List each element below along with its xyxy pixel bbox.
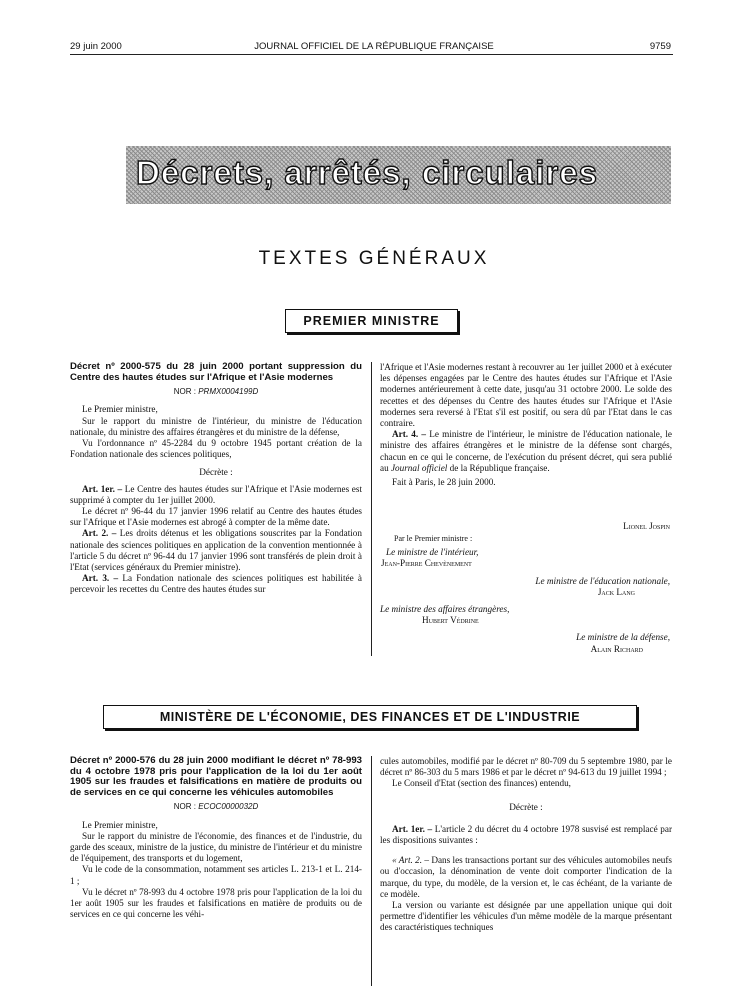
decree1-left-column (70, 362, 362, 596)
ministry-heading-premier-ministre: PREMIER MINISTRE (285, 309, 458, 333)
decree1-article-3-continued: l'Afrique et l'Asie modernes restant à recouvrer au 1er juillet 2000 et à exécuter les dépenses engagées par le Centre des hautes études sur l'Afrique et l'Asie modernes antérieurement à cette date, jusqu'au 31 octobre 2000. Le solde des recettes et des dépenses du Centre des hautes études sur l'Afrique et l'Asie modernes sera reversé à l'Etat s'il est positif, ou sera dû par l'Etat dans le cas contraire. (380, 362, 672, 429)
decree1-nor-code: PRMX0004199D (198, 387, 259, 397)
decree2-nor: NOR : ECOC0000032D (173, 802, 259, 812)
par-le-premier-ministre: Par le Premier ministre : (394, 534, 473, 543)
signature-defense-role: Le ministre de la défense, (576, 632, 670, 642)
signature-interieur-role: Le ministre de l'intérieur, (386, 547, 479, 557)
decree2-preamble-vu-code: Vu le code de la consommation, notamment ses articles L. 213-1 et L. 214-1 ; (70, 864, 362, 886)
signature-affaires-etrangeres-role: Le ministre des affaires étrangères, (380, 604, 510, 614)
signature-education-name: Jack Lang (597, 587, 635, 597)
signature-education-role: Le ministre de l'éducation nationale, (535, 576, 670, 586)
signature-affaires-etrangeres-name: Hubert Védrine (422, 615, 479, 625)
decree1-article-4: Art. 4. – Le ministre de l'intérieur, le ministre de l'éducation nationale, le ministre des affaires étrangères et le ministre de la défense sont chargés, chacun en ce qui le concerne, de l'exécution du présent décret, qui sera publié au Journal officiel de la République française. (380, 429, 672, 473)
decree2-right-column (380, 756, 672, 934)
decree2-title: Décret nº 2000-576 du 28 juin 2000 modifiant le décret nº 78-993 du 4 octobre 1978 pris pour l'application de la loi du 1er août 1905 sur les fraudes et falsifications en matière de produits ou de services en ce qui concerne les véhicules automobiles (70, 755, 362, 798)
decree1-article-1-abrogation: Le décret nº 96-44 du 17 janvier 1996 relatif au Centre des hautes études sur l'Afrique et l'Asie modernes est abrogé à compter de la même date. (70, 506, 362, 528)
decree1-article-2: Art. 2. – Les droits détenus et les obligations souscrites par la Fondation nationale des sciences politiques en application de la convention mentionnée à l'article 5 du décret nº 96-44 du 17 janvier 1996 sont transférés de plein droit à l'Etat (services généraux du Premier ministre). (70, 528, 362, 573)
column-divider (371, 362, 372, 656)
section-banner (126, 146, 671, 204)
decree2-decrete: Décrète : (509, 801, 543, 812)
decree2-article-2-version: La version ou variante est désignée par une appellation unique qui doit permettre d'identifier les véhicules d'un même modèle de la marque présentant des caractéristiques techniques (380, 900, 672, 933)
section-title: TEXTES GÉNÉRAUX (258, 248, 490, 269)
decree2-left-column (70, 756, 362, 920)
decree2-article-2-quoted: « Art. 2. – Dans les transactions portant sur des véhicules automobiles neufs ou d'occasion, la dénomination de vente doit comporter l'indication de la marque, du type, du modèle, de la version et, le cas échéant, de la variante de ce modèle. (380, 855, 672, 899)
header-page-number: 9759 (649, 41, 671, 52)
decree2-preamble-vu-decret: Vu le décret nº 78-993 du 4 octobre 1978 pris pour l'application de la loi du 1er août 1905 sur les fraudes et falsifications en matière de produits ou de services en ce qui concerne les véhi- (70, 886, 362, 920)
decree2-article-1: Art. 1er. – L'article 2 du décret du 4 octobre 1978 susvisé est remplacé par les dispositions suivantes : (380, 823, 673, 846)
signature-defense-name: Alain Richard (590, 644, 643, 654)
decree2-nor-code: ECOC0000032D (198, 802, 259, 812)
banner-title: Décrets, arrêtés, circulaires (136, 154, 598, 191)
decree1-right-column (380, 362, 672, 488)
decree2-preamble-continued: cules automobiles, modifié par le décret nº 80-709 du 5 septembre 1980, par le décret nº 86-303 du 5 mars 1986 et par le décret nº 94-613 du 19 juillet 1994 ; (380, 756, 672, 778)
decree1-preamble-vu: Vu l'ordonnance nº 45-2284 du 9 octobre 1945 portant création de la Fondation nationale des sciences politiques, (70, 438, 362, 460)
signature-interieur-name: Jean-Pierre Chevènement (381, 558, 472, 568)
decree1-article-3: Art. 3. – La Fondation nationale des sciences politiques est habilitée à percevoir les recettes du Centre des hautes études sur (70, 573, 362, 595)
decree2-preamble-pm: Le Premier ministre, (82, 819, 158, 830)
decree1-title: Décret nº 2000-575 du 28 juin 2000 portant suppression du Centre des hautes études sur l'Afrique et l'Asie modernes (70, 361, 362, 383)
decree1-fait-a-paris: Fait à Paris, le 28 juin 2000. (392, 477, 496, 488)
decree1-nor: NOR : PRMX0004199D (173, 387, 259, 397)
decree1-preamble-rapport: Sur le rapport du ministre de l'intérieur, du ministre de l'éducation nationale, du ministre des affaires étrangères et du ministre de la défense, (70, 415, 362, 437)
signature-premier-ministre: Lionel Jospin (623, 521, 670, 531)
header-rule (70, 54, 673, 55)
header-journal-title: JOURNAL OFFICIEL DE LA RÉPUBLIQUE FRANÇAISE (254, 41, 494, 52)
decree2-conseil-etat: Le Conseil d'Etat (section des finances) entendu, (392, 778, 571, 789)
ministry-heading-economie: MINISTÈRE DE L'ÉCONOMIE, DES FINANCES ET DE L'INDUSTRIE (103, 705, 637, 729)
decree2-preamble-rapport: Sur le rapport du ministre de l'économie, des finances et de l'industrie, du garde des sceaux, ministre de la justice, du ministre de l'intérieur et du ministre de l'équipement, des transports et du logement, (70, 830, 362, 864)
decree1-article-1: Art. 1er. – Le Centre des hautes études sur l'Afrique et l'Asie modernes est supprimé à compter du 1er juillet 2000. (70, 483, 363, 505)
decree1-decrete: Décrète : (199, 467, 233, 478)
decree1-preamble-pm: Le Premier ministre, (82, 404, 158, 415)
column-divider-2 (371, 756, 372, 986)
header-date: 29 juin 2000 (70, 41, 122, 52)
